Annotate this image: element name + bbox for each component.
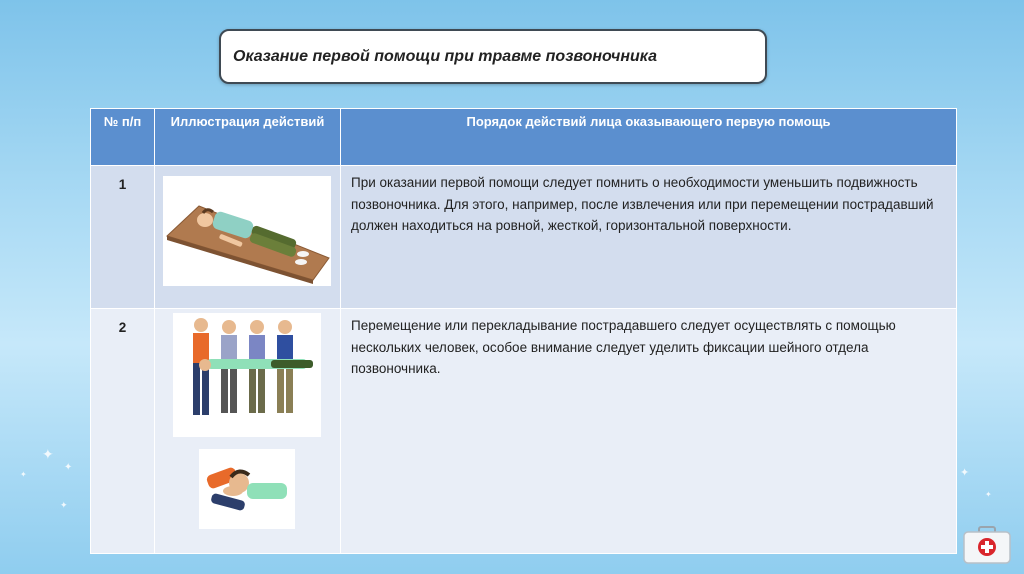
first-aid-kit-icon: [962, 525, 1012, 565]
first-aid-table: [90, 108, 957, 554]
sparkle-icon: ✦: [42, 446, 54, 462]
sparkle-icon: ✦: [960, 467, 970, 479]
slide-title: Оказание первой помощи при травме позвоночника: [233, 47, 657, 65]
victim-on-board-illustration: [163, 176, 331, 286]
sparkle-icon: ✦: [20, 470, 27, 479]
sparkle-icon: ✦: [60, 500, 68, 510]
row-number: 1: [91, 166, 155, 309]
procedure-text: Перемещение или перекладывание пострадавшего следует осуществлять с помощью нескольких человек, особое внимание следует уделить фиксации шейного отдела позвоночника.: [341, 309, 957, 554]
sparkle-icon: ✦: [985, 490, 992, 499]
header-procedure: Порядок действий лица оказывающего первую помощь: [341, 109, 957, 166]
table-row: [91, 166, 957, 309]
procedure-text: При оказании первой помощи следует помнить о необходимости уменьшить подвижность позвоночника. Для этого, например, после извлечения или при перемещении пострадавший должен находиться на ровной, жесткой, горизонтальной поверхности.: [341, 166, 957, 309]
illustration-cell: [155, 166, 341, 309]
header-illustration: Иллюстрация действий: [155, 109, 341, 166]
sparkle-icon: ✦: [64, 462, 73, 473]
group-lifting-illustration: [173, 313, 321, 437]
header-num: № п/п: [91, 109, 155, 166]
neck-fixation-illustration: [199, 449, 295, 529]
illustration-cell: [155, 309, 341, 554]
slide-title-box: [219, 29, 767, 84]
row-number: 2: [91, 309, 155, 554]
table-header-row: [91, 109, 957, 166]
table-row: [91, 309, 957, 554]
